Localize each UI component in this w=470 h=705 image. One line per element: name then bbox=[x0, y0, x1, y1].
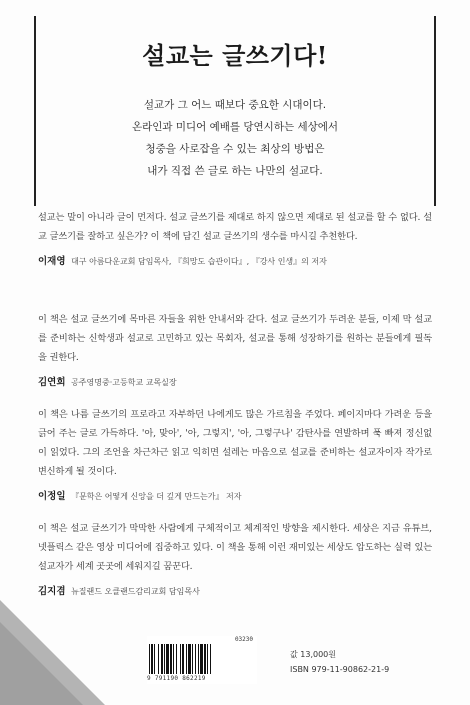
endorser-name: 김연희 bbox=[38, 377, 66, 388]
corner-triangle-inner bbox=[0, 622, 83, 705]
endorser-role: 대구 아름다운교회 담임목사, 『희망도 습관이다』, 『강사 인생』의 저자 bbox=[71, 257, 327, 266]
isbn-number: ISBN 979-11-90862-21-9 bbox=[290, 665, 390, 674]
endorsement bbox=[38, 519, 432, 597]
endorser bbox=[38, 488, 432, 502]
endorsement-text: 설교는 말이 아니라 글이 먼저다. 설교 글쓰기를 제대로 하지 않으면 제대로 된 설교를 할 수 없다. 설교 글쓰기를 잘하고 싶은가? 이 책에 담긴 설교 글쓰기의 생수를 마시길 추천한다. bbox=[38, 212, 432, 242]
endorser-role: 『문학은 어떻게 신앙을 더 깊게 만드는가』 저자 bbox=[71, 492, 242, 501]
endorsement bbox=[38, 405, 432, 502]
endorsement-text: 이 책은 설교 글쓰기가 막막한 사람에게 구체적이고 체계적인 방향을 제시한다. 세상은 지금 유튜브, 넷플릭스 같은 영상 미디어에 집중하고 있다. 이 책을 통해 이런 재미있는 세상도 압도하는 실력 있는 설교자가 세계 곳곳에 세워지길 꿈꾼다. bbox=[38, 523, 432, 572]
endorsement-text: 이 책은 나름 글쓰기의 프로라고 자부하던 나에게도 많은 가르침을 주었다. 페이지마다 가려운 등을 긁어 주는 글로 가득하다. '아, 맞아', '아, 그렇지', '아, 그렇구나' 감탄사를 연발하며 푹 빠져 정신없이 읽었다. 그의 조언을 차근차근 읽고 익히면 설레는 마음으로 설교를 준비하는 설교자이자 작가로 변신하게 될 것이다. bbox=[38, 409, 432, 477]
tagline-line: 내가 직접 쓴 글로 하는 나만의 설교다. bbox=[147, 165, 323, 177]
price-label: 값 13,000원 bbox=[290, 650, 336, 659]
cover-title: 설교는 글쓰기다! bbox=[142, 41, 328, 70]
endorser-role: 뉴질랜드 오클랜드감리교회 담임목사 bbox=[71, 587, 200, 596]
barcode-bars bbox=[147, 644, 257, 674]
tagline-line: 온라인과 미디어 예배를 당연시하는 세상에서 bbox=[131, 121, 339, 133]
endorsement-text: 이 책은 설교 글쓰기에 목마른 자들을 위한 안내서와 같다. 설교 글쓰기가 두려운 분들, 이제 막 설교를 준비하는 신학생과 설교로 고민하고 있는 목회자, 설교를 통해 성장하기를 원하는 분들에게 필독을 권한다. bbox=[38, 314, 432, 363]
cover-tagline bbox=[34, 94, 436, 182]
endorser-name: 이정일 bbox=[38, 491, 66, 502]
endorsement bbox=[38, 310, 432, 388]
cover-header bbox=[34, 16, 436, 208]
barcode-bar bbox=[211, 644, 212, 674]
isbn-barcode bbox=[147, 636, 257, 684]
endorser bbox=[38, 374, 432, 388]
endorser-name: 김지겸 bbox=[38, 586, 66, 597]
endorser-name: 이재영 bbox=[38, 256, 66, 267]
endorsement bbox=[38, 208, 432, 267]
tagline-line: 설교가 그 어느 때보다 중요한 시대이다. bbox=[143, 99, 327, 111]
barcode-addon-number: 03230 bbox=[234, 636, 253, 643]
price-block bbox=[290, 647, 389, 677]
tagline-line: 청중을 사로잡을 수 있는 최상의 방법은 bbox=[145, 143, 325, 155]
barcode-digits: 9 791190 862219 bbox=[147, 675, 206, 682]
endorser bbox=[38, 583, 432, 597]
endorser-role: 공주영명중·고등학교 교목실장 bbox=[71, 378, 177, 387]
endorser bbox=[38, 253, 432, 267]
